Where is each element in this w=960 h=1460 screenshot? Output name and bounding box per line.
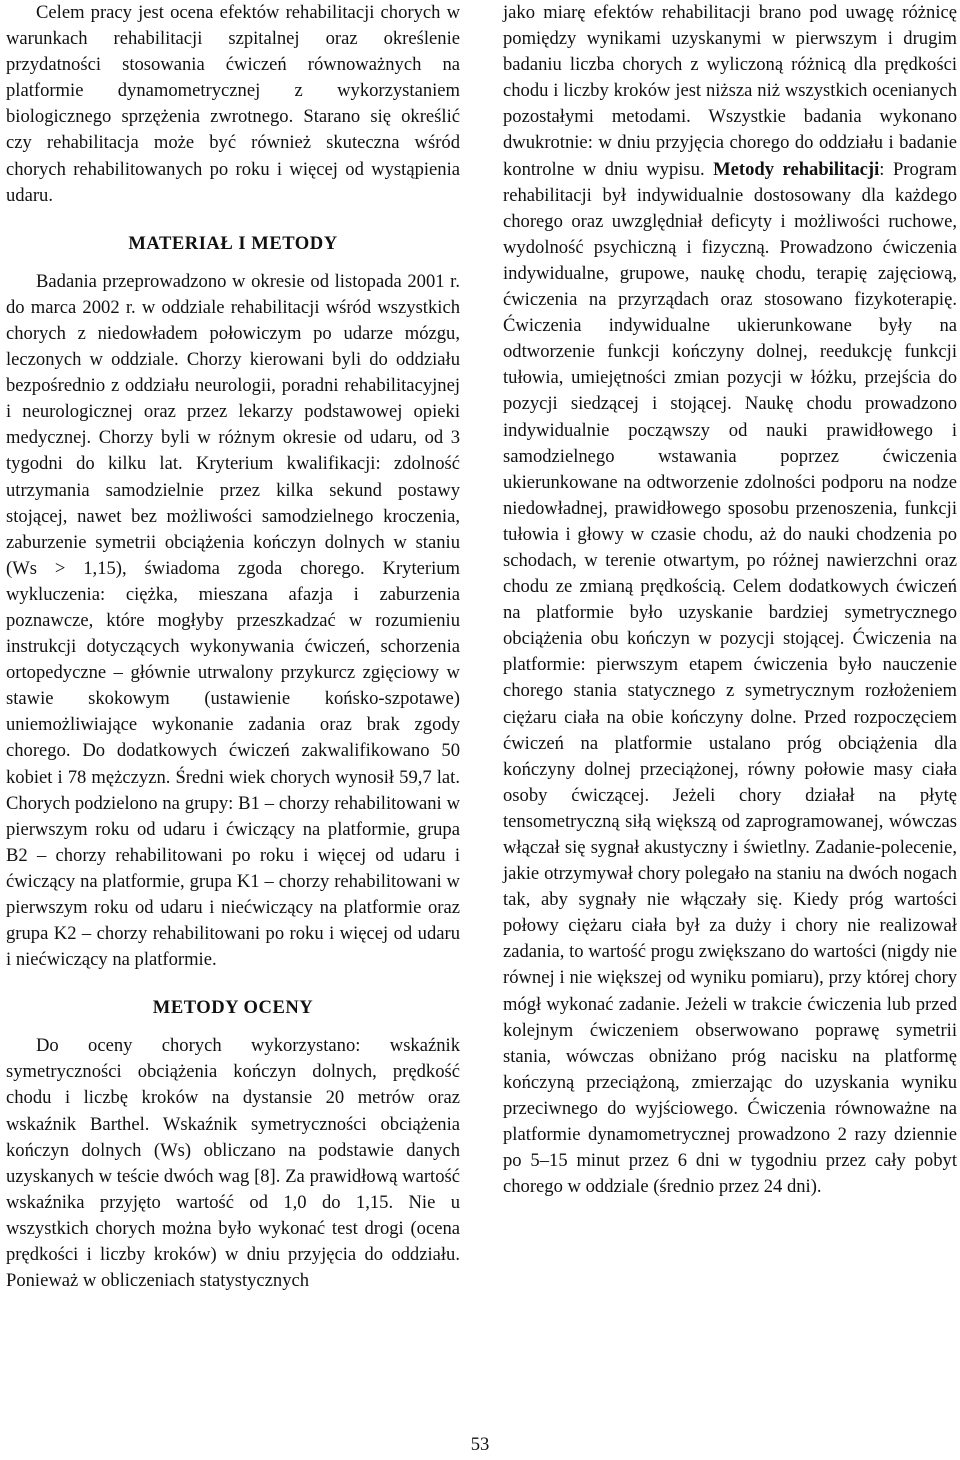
intro-paragraph: Celem pracy jest ocena efektów rehabilitacji chorych w warunkach rehabilitacji szpitalnej oraz określenie przydatności stosowania ćwiczeń równoważnych na platformie dynamometrycznej z wykorzystaniem biologicznego sprzężenia zwrotnego. Starano się określić czy rehabilitacja może być również skuteczna wśród chorych rehabilitowanych po roku i więcej od wystąpienia udaru. — [6, 2, 460, 206]
page-number: 53 — [470, 1434, 490, 1455]
rehabilitation-paragraph — [503, 0, 957, 1200]
section-heading-methods: METODY OCENY — [152, 997, 314, 1019]
material-paragraph: Badania przeprowadzono w okresie od listopada 2001 r. do marca 2002 r. w oddziale rehabilitacji wśród wszystkich chorych z niedowładem połowiczym po udarze mózgu, leczonych w oddziale. Chorzy kierowani byli do oddziału bezpośrednio z oddziału neurologii, poradni rehabilitacyjnej i neurologicznej oraz przez lekarzy podstawowej opieki medycznej. Chorzy byli w różnym okresie od udaru, od 3 tygodni do kilku lat. Kryterium kwalifikacji: zdolność utrzymania samodzielnie przez kilka sekund postawy stojącej, nawet bez możliwości samodzielnego kroczenia, zaburzenie symetrii obciążenia kończyn dolnych w staniu (Ws > 1,15), świadoma zgoda chorego. Kryterium wykluczenia: ciężka, mieszana afazja i zaburzenia poznawcze, które mogłyby przeszkadzać w rozumieniu instrukcji dotyczących wykonywania ćwiczeń, schorzenia ortopedyczne – głównie utrwalony przykurcz zgięciowy w stawie skokowym (ustawienie końsko-szpotawe) uniemożliwiające wykonanie zadania oraz brak zgody chorego. Do dodatkowych ćwiczeń zakwalifikowano 50 kobiet i 78 mężczyzn. Średni wiek chorych wynosił 59,7 lat. Chorych podzielono na grupy: B1 – chorzy rehabilitowani w pierwszym roku od udaru i ćwiczący na platformie, grupa B2 – chorzy rehabilitowani po roku i więcej od udaru i ćwiczący na platformie, grupa K1 – chorzy rehabilitowani w pierwszym roku od udaru i niećwiczący na platformie oraz grupa K2 – chorzy rehabilitowani po roku i więcej od udaru i niećwiczący na platformie. — [6, 270, 460, 971]
methods-rehabilitation-label: Metody rehabilitacji — [713, 158, 880, 180]
rehabilitation-text: : Program rehabilitacji był indywidualnie dostosowany dla każdego chorego oraz uwzględniał deficyty i możliwości ruchowe, wydolność psychiczną i fizyczną. Prowadzono ćwiczenia indywidualne, grupowe, naukę chodu, terapię zajęciową, ćwiczenia na przyrządach oraz stosowano fizykoterapię. Ćwiczenia indywidualne ukierunkowane były na odtworzenie funkcji kończyny dolnej, reedukcję funkcji tułowia, umiejętności zmian pozycji w łóżku, przejścia do pozycji siedzącej i stojącej. Naukę chodu prowadzono indywidualnie począwszy od nauki prawidłowego i samodzielnego wstawania poprzez ćwiczenia ukierunkowane na odtworzenie zdolności podporu na nodze niedowładnej, prawidłowego sposobu przenoszenia, funkcji tułowia i głowy w czasie chodu, aż do nauki chodzenia po schodach, w terenie otwartym, po różnej nawierzchni oraz chodu ze zmianą prędkością. Celem dodatkowych ćwiczeń na platformie było uzyskanie bardziej symetrycznego obciążenia obu kończyn w pozycji stojącej. Ćwiczenia na platformie: pierwszym etapem ćwiczenia było nauczenie chorego stania statycznego z symetrycznym rozłożeniem ciężaru ciała na obie kończyny dolne. Przed rozpoczęciem ćwiczeń na platformie ustalano próg obciążenia dla kończyny dolnej przeciążonej, równy połowie masy ciała osoby ćwiczącej. Jeżeli chory działał na płytę tensometryczną siłą większą od zaprogramowanej, wówczas włączał się sygnał akustyczny i świetlny. Zadanie-polecenie, jakie otrzymywał chory polegało na staniu na dwóch nogach tak, aby sygnały nie włączały się. Kiedy próg wartości połowy ciężaru ciała był za duży i chory nie realizował zadania, to wartość progu zwiększano do wartości (nigdy nie równej i nie większej od wyniku pomiaru), przy której chory mógł wykonać zadanie. Jeżeli w trakcie ćwiczenia lub przed kolejnym ćwiczeniem obserwowano poprawę symetrii stania, wówczas obniżano próg nacisku na platformę kończyną przeciążoną, zmierzając do uzyskania wyniku przeciwnego do wyjściowego. Ćwiczenia równoważne na platformie dynamometrycznej prowadzono 2 razy dziennie po 5–15 minut przez 6 dni w tygodniu przez cały pobyt chorego w oddziale (średnio przez 24 dni). — [503, 158, 957, 1198]
right-column — [503, 0, 957, 1200]
left-column — [6, 0, 460, 1294]
section-heading-material: MATERIAŁ I METODY — [128, 232, 338, 254]
continuation-text: jako miarę efektów rehabilitacji brano pod uwagę różnicę pomiędzy wynikami uzyskanymi w pierwszym i drugim badaniu liczba chorych z wyliczoną różnicą dla prędkości chodu i liczby kroków jest niższa niż wszystkich ocenianych pozostałymi metodami. Wszystkie badania wykonano dwukrotnie: w dniu przyjęcia chorego do oddziału i badanie kontrolne w dniu wypisu. — [503, 2, 957, 180]
methods-paragraph: Do oceny chorych wykorzystano: wskaźnik symetryczności obciążenia kończyn dolnych, prędkość chodu i liczbę kroków na dystansie 20 metrów oraz wskaźnik Barthel. Wskaźnik symetryczności obciążenia kończyn dolnych (Ws) obliczano na podstawie danych uzyskanych w teście dwóch wag [8]. Za prawidłową wartość wskaźnika przyjęto wartość od 1,0 do 1,15. Nie u wszystkich chorych można było wykonać test drogi (ocena prędkości i liczby kroków) w dniu przyjęcia do oddziału. Ponieważ w obliczeniach statystycznych — [6, 1035, 460, 1292]
